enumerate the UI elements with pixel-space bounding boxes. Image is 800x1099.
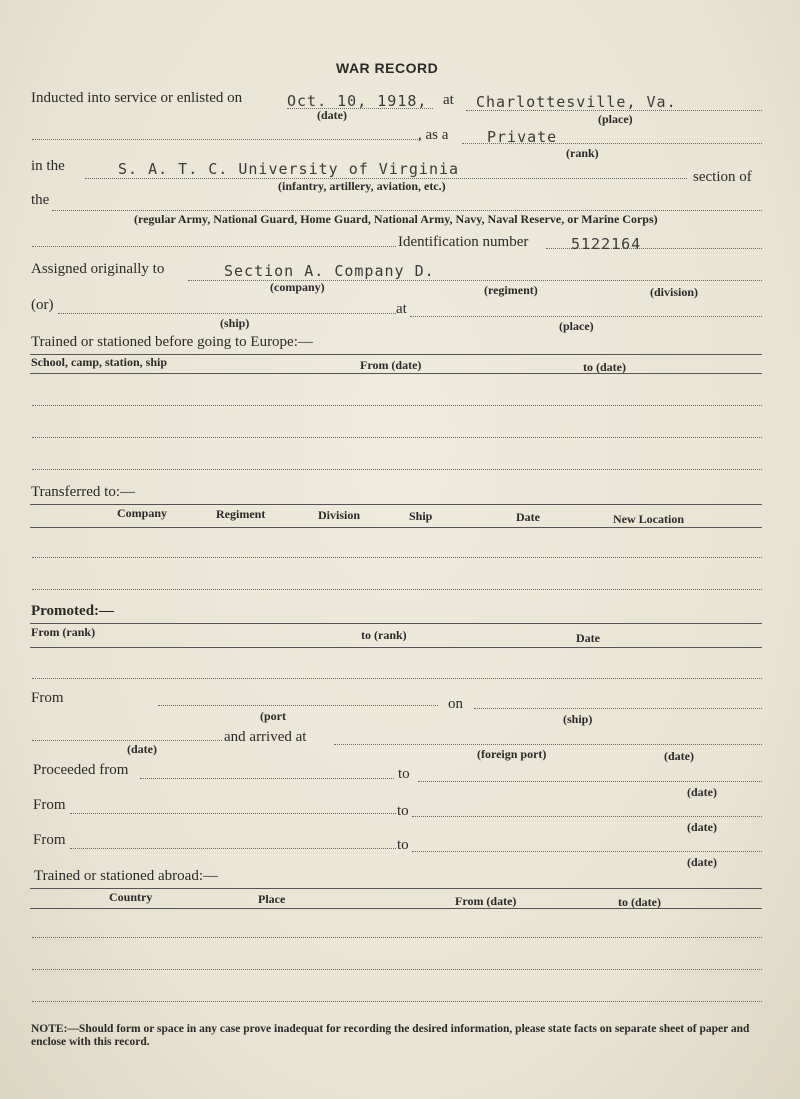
col-from-date: From (date) [360,358,422,372]
to-label: to [398,766,410,782]
hint-date: (date) [687,855,717,869]
service-line [52,210,762,211]
assigned-company-value[interactable]: Section A. Company D. [224,262,435,280]
hint-date: (date) [664,749,694,763]
foreign-port-line[interactable] [334,744,762,745]
to-label: to [397,837,409,853]
blank-line [32,139,420,140]
from-line[interactable] [140,778,394,779]
hint-company: (company) [270,280,325,294]
hint-date: (date) [127,742,157,756]
to-line[interactable] [412,851,762,852]
entry-line[interactable] [32,1001,762,1002]
col-place: Place [258,892,286,906]
transferred-heading: Transferred to:— [31,484,136,500]
as-a-label: , as a [418,127,449,143]
col-ship: Ship [409,509,433,523]
the-label: the [31,192,50,208]
to-line[interactable] [412,816,762,817]
col-regiment: Regiment [216,507,266,521]
hint-place: (place) [598,112,633,126]
in-the-label: in the [31,158,65,174]
col-from-rank: From (rank) [31,625,96,639]
induction-date-value[interactable]: Oct. 10, 1918, [287,92,428,110]
hint-place: (place) [559,319,594,333]
from-line[interactable] [70,848,396,849]
id-value[interactable]: 5122164 [571,235,642,253]
or-label: (or) [31,297,54,313]
on-label: on [448,696,463,712]
entry-line[interactable] [32,969,762,970]
ship-line[interactable] [474,708,762,709]
hint-port: (port [260,709,286,723]
promoted-heading: Promoted:— [31,603,115,619]
proceeded-label: Proceeded from [33,762,129,778]
col-company: Company [117,506,168,520]
at-label: at [396,301,407,317]
col-country: Country [109,890,153,904]
to-label: to [397,803,409,819]
page-title: WAR RECORD [336,60,439,76]
blank-line [32,246,396,247]
col-division: Division [318,508,361,522]
col-to-date: to (date) [583,360,626,374]
entry-line[interactable] [32,557,762,558]
col-to-date: to (date) [618,895,661,909]
section-of-label: section of [693,169,752,185]
rank-value[interactable]: Private [487,128,558,146]
ship-line [58,313,396,314]
rule [30,373,762,374]
entry-line[interactable] [32,437,762,438]
hint-foreign-port: (foreign port) [477,747,547,761]
col-from-date: From (date) [455,894,517,908]
rule [30,888,762,889]
from-line[interactable] [70,813,396,814]
trained-abroad-heading: Trained or stationed abroad:— [34,868,218,884]
trained-before-heading: Trained or stationed before going to Europe:— [31,334,313,350]
to-line[interactable] [418,781,762,782]
hint-ship: (ship) [563,712,593,726]
assigned-label: Assigned originally to [31,261,165,277]
hint-date: (date) [687,785,717,799]
at-label: at [443,92,454,108]
port-line[interactable] [158,705,438,706]
entry-line[interactable] [32,405,762,406]
col-new-location: New Location [613,512,684,526]
hint-section: (infantry, artillery, aviation, etc.) [278,179,446,193]
hint-date: (date) [317,108,347,122]
entry-line[interactable] [32,678,762,679]
induction-place-value[interactable]: Charlottesville, Va. [476,93,677,111]
col-promo-date: Date [576,631,600,645]
entry-line[interactable] [32,589,762,590]
rule [30,908,762,909]
from-label: From [33,797,66,813]
inducted-label: Inducted into service or enlisted on [31,90,243,106]
arrived-label: and arrived at [224,729,307,745]
hint-division: (division) [650,285,699,299]
section-value[interactable]: S. A. T. C. University of Virginia [118,160,460,178]
hint-service: (regular Army, National Guard, Home Guard, National Army, Navy, Naval Reserve, or Marine Corps) [134,212,658,226]
entry-line[interactable] [32,469,762,470]
hint-rank: (rank) [566,146,599,160]
date-line[interactable] [32,740,222,741]
hint-ship: (ship) [220,316,250,330]
rule [30,504,762,505]
col-to-rank: to (rank) [361,628,407,642]
hint-regiment: (regiment) [484,283,538,297]
rule [30,623,762,624]
footer-note: NOTE:—Should form or space in any case prove inadequat for recording the desired information, please state facts on separate sheet of paper and enclose with this record. [31,1023,750,1048]
place-line [410,316,762,317]
rule [30,647,762,648]
rule [30,527,762,528]
hint-date: (date) [687,820,717,834]
embarked-label: From [31,690,64,706]
col-school: School, camp, station, ship [31,355,168,369]
id-label: Identification number [398,234,529,250]
from-label: From [33,832,66,848]
col-date: Date [516,510,540,524]
entry-line[interactable] [32,937,762,938]
